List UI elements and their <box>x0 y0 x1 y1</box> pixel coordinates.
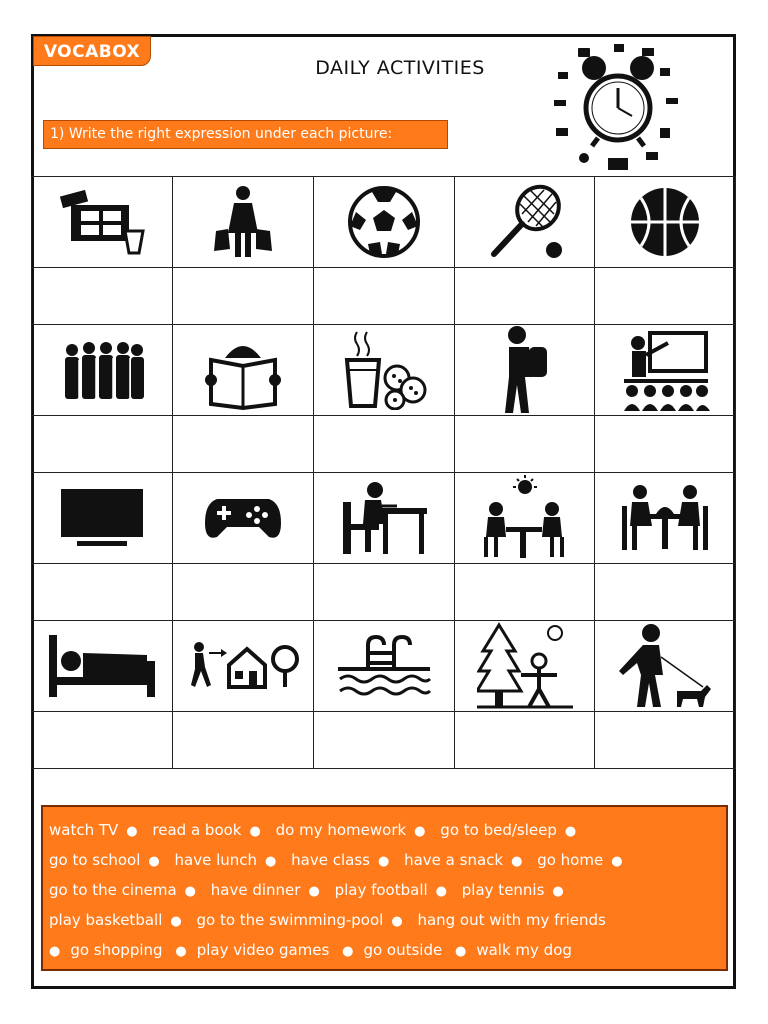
word-item: play football <box>334 881 428 899</box>
picture-row <box>32 177 736 268</box>
picture-cell <box>595 473 736 564</box>
word-item: go to school <box>49 851 141 869</box>
picture-cell <box>32 621 173 712</box>
word-item: go to the cinema <box>49 881 177 899</box>
bullet: ● <box>175 944 187 959</box>
shopping-icon <box>208 185 278 260</box>
bullet: ● <box>249 824 261 839</box>
answer-cell[interactable] <box>32 712 173 769</box>
answer-cell[interactable] <box>454 416 595 473</box>
word-item: do my homework <box>275 821 407 839</box>
bullet: ● <box>455 944 467 959</box>
bullet: ● <box>435 884 447 899</box>
bullet: ● <box>611 854 623 869</box>
picture-cell <box>32 177 173 268</box>
answer-cell[interactable] <box>454 712 595 769</box>
answer-cell[interactable] <box>173 416 314 473</box>
bullet: ● <box>265 854 277 869</box>
picture-cell <box>173 621 314 712</box>
word-item: read a book <box>152 821 242 839</box>
word-item: have a snack <box>404 851 504 869</box>
basketball-icon <box>627 184 703 260</box>
answer-cell[interactable] <box>454 564 595 621</box>
bullet: ● <box>148 854 160 869</box>
bullet: ● <box>414 824 426 839</box>
picture-cell <box>32 473 173 564</box>
word-item: go home <box>537 851 604 869</box>
picture-cell <box>314 177 455 268</box>
answer-cell[interactable] <box>173 268 314 325</box>
answer-cell[interactable] <box>595 268 736 325</box>
bullet: ● <box>184 884 196 899</box>
picture-cell <box>454 325 595 416</box>
bullet: ● <box>391 914 403 929</box>
answer-row <box>32 712 736 769</box>
answer-cell[interactable] <box>32 416 173 473</box>
answer-cell[interactable] <box>173 564 314 621</box>
picture-cell <box>314 473 455 564</box>
picture-cell <box>173 473 314 564</box>
picture-cell <box>173 325 314 416</box>
bullet: ● <box>126 824 138 839</box>
answer-cell[interactable] <box>595 712 736 769</box>
bullet: ● <box>342 944 354 959</box>
word-bank-line <box>49 815 720 845</box>
word-item: have lunch <box>174 851 258 869</box>
word-item: go shopping <box>70 941 163 959</box>
picture-row <box>32 325 736 416</box>
word-bank <box>41 805 728 971</box>
cinema-icon <box>57 187 147 257</box>
picture-row <box>32 473 736 564</box>
answer-cell[interactable] <box>314 712 455 769</box>
answer-cell[interactable] <box>314 564 455 621</box>
word-item: play video games <box>196 941 330 959</box>
picture-cell <box>595 621 736 712</box>
word-bank-line <box>49 845 720 875</box>
answer-row <box>32 564 736 621</box>
word-item: go to the swimming-pool <box>196 911 384 929</box>
word-bank-line <box>49 905 720 935</box>
bed-icon <box>47 633 157 699</box>
vocabox-badge: VOCABOX <box>33 36 151 66</box>
dinner-table-icon <box>620 484 710 552</box>
reading-icon <box>203 330 283 410</box>
page-title: DAILY ACTIVITIES <box>315 57 485 79</box>
word-bank-line <box>49 875 720 905</box>
answer-cell[interactable] <box>32 268 173 325</box>
tv-icon <box>57 487 147 549</box>
answer-cell[interactable] <box>314 416 455 473</box>
picture-cell <box>314 325 455 416</box>
answer-cell[interactable] <box>173 712 314 769</box>
alarm-clock-icon <box>548 40 688 175</box>
walk-dog-icon <box>617 623 713 709</box>
school-student-icon <box>495 325 555 415</box>
football-icon <box>346 184 422 260</box>
bullet: ● <box>170 914 182 929</box>
answer-row <box>32 268 736 325</box>
picture-cell <box>32 325 173 416</box>
bullet: ● <box>49 944 61 959</box>
picture-cell <box>595 325 736 416</box>
word-item: watch TV <box>49 821 119 839</box>
word-item: have dinner <box>210 881 301 899</box>
word-item: go to bed/sleep <box>440 821 557 839</box>
game-controller-icon <box>203 493 283 543</box>
word-bank-line <box>49 935 720 965</box>
answer-cell[interactable] <box>314 268 455 325</box>
activity-grid <box>31 176 736 769</box>
go-home-icon <box>183 641 303 691</box>
picture-cell <box>454 621 595 712</box>
answer-cell[interactable] <box>32 564 173 621</box>
instruction-banner: 1) Write the right expression under each picture: <box>43 120 448 149</box>
answer-cell[interactable] <box>454 268 595 325</box>
picture-cell <box>595 177 736 268</box>
word-item: have class <box>291 851 370 869</box>
snack-icon <box>339 330 429 410</box>
lunch-outdoor-icon <box>480 475 570 561</box>
picture-cell <box>454 177 595 268</box>
word-item: walk my dog <box>476 941 572 959</box>
picture-cell <box>173 177 314 268</box>
answer-cell[interactable] <box>595 416 736 473</box>
friends-group-icon <box>57 340 147 400</box>
word-item: play tennis <box>461 881 545 899</box>
outside-park-icon <box>477 621 573 711</box>
swimming-pool-icon <box>336 635 432 697</box>
bullet: ● <box>308 884 320 899</box>
word-item: play basketball <box>49 911 163 929</box>
classroom-icon <box>620 329 710 411</box>
bullet: ● <box>552 884 564 899</box>
answer-cell[interactable] <box>595 564 736 621</box>
bullet: ● <box>564 824 577 839</box>
answer-row <box>32 416 736 473</box>
picture-cell <box>314 621 455 712</box>
bullet: ● <box>377 854 390 869</box>
word-item: hang out with my friends <box>417 911 606 929</box>
word-item: go outside <box>363 941 443 959</box>
homework-desk-icon <box>339 480 429 556</box>
picture-cell <box>454 473 595 564</box>
bullet: ● <box>511 854 523 869</box>
picture-row <box>32 621 736 712</box>
tennis-icon <box>480 182 570 262</box>
